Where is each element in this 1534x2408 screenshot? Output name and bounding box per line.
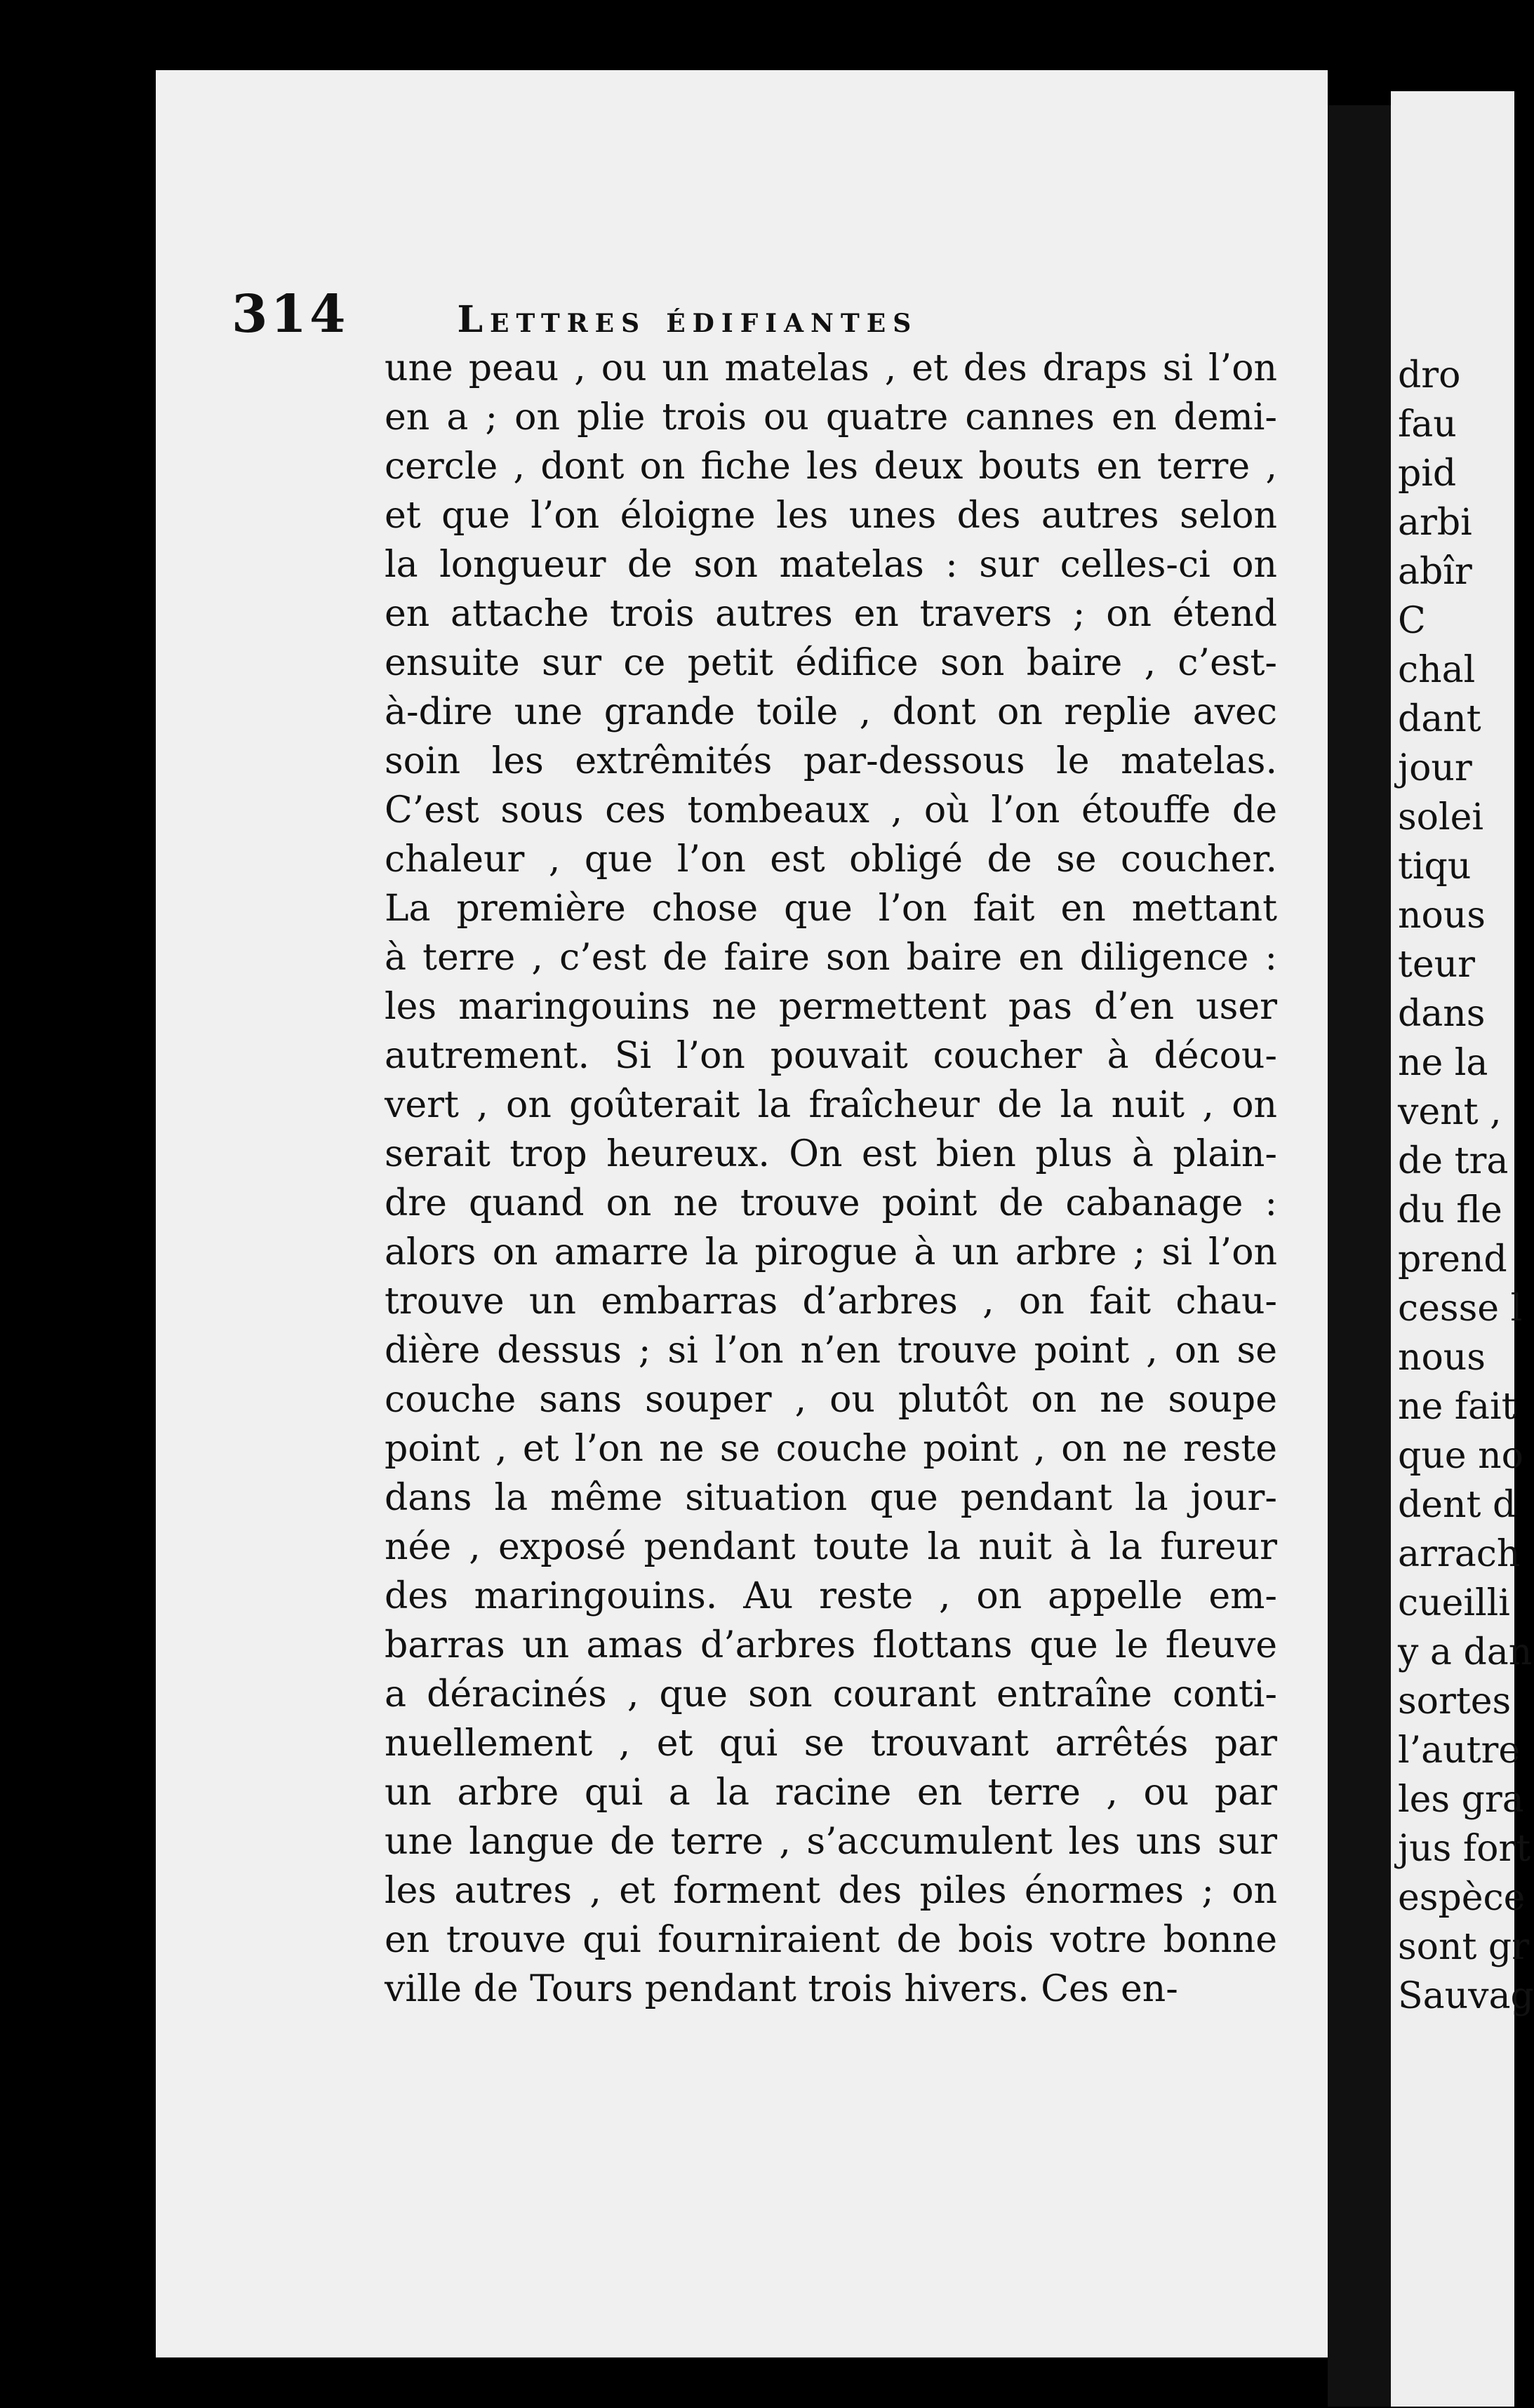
text-line: à-dire une grande toile , dont on replie avec xyxy=(385,691,1277,733)
facing-page-line: solei xyxy=(1398,796,1484,838)
facing-page-line: nous xyxy=(1398,895,1486,937)
text-line: à terre , c’est de faire son baire en diligence : xyxy=(385,937,1277,979)
text-line: en a ; on plie trois ou quatre cannes en demi- xyxy=(385,396,1277,439)
facing-page-line: teur xyxy=(1398,944,1476,986)
text-line: la longueur de son matelas : sur celles-ci on xyxy=(385,544,1277,586)
text-line: en trouve qui fourniraient de bois votre bonne xyxy=(385,1919,1277,1961)
facing-page-line: jus fort xyxy=(1398,1828,1531,1870)
text-line: point , et l’on ne se couche point , on ne reste xyxy=(385,1428,1277,1470)
facing-page-line: vent , xyxy=(1398,1091,1502,1133)
text-line: et que l’on éloigne les unes des autres selon xyxy=(385,495,1277,537)
facing-page-line: de tra xyxy=(1398,1140,1509,1182)
facing-page-line: jour xyxy=(1398,747,1472,789)
text-line: née , exposé pendant toute la nuit à la fureur xyxy=(385,1526,1277,1568)
facing-page-line: abîr xyxy=(1398,551,1472,593)
facing-page-line: cueilli xyxy=(1398,1582,1510,1624)
facing-page-line: arrach xyxy=(1398,1533,1521,1575)
text-line: dans la même situation que pendant la jour- xyxy=(385,1477,1277,1519)
text-line: ville de Tours pendant trois hivers. Ces en- xyxy=(385,1968,1178,2010)
text-line: cercle , dont on fiche les deux bouts en terre , xyxy=(385,446,1277,488)
facing-page-line: que no xyxy=(1398,1435,1523,1477)
text-line: ensuite sur ce petit édifice son baire , c’est- xyxy=(385,642,1277,684)
text-line: les autres , et forment des piles énormes ; on xyxy=(385,1870,1277,1912)
facing-page-line: espèce xyxy=(1398,1877,1526,1919)
text-line: une langue de terre , s’accumulent les uns sur xyxy=(385,1821,1277,1863)
facing-page-line: cesse l xyxy=(1398,1287,1523,1330)
facing-page-line: dans xyxy=(1398,993,1486,1035)
facing-page-line: dant xyxy=(1398,698,1481,740)
text-line: en attache trois autres en travers ; on étend xyxy=(385,593,1277,635)
facing-page-line: arbi xyxy=(1398,502,1472,544)
text-line: nuellement , et qui se trouvant arrêtés par xyxy=(385,1723,1277,1765)
facing-page-line: dent d xyxy=(1398,1484,1516,1526)
facing-page-line: les gra xyxy=(1398,1779,1524,1821)
text-line: serait trop heureux. On est bien plus à plain- xyxy=(385,1133,1277,1175)
text-line: C’est sous ces tombeaux , où l’on étouffe de xyxy=(385,789,1277,831)
text-line: vert , on goûterait la fraîcheur de la nuit , on xyxy=(385,1084,1277,1126)
facing-page-line: chal xyxy=(1398,649,1476,691)
facing-page-line: dro xyxy=(1398,354,1461,396)
text-line: les maringouins ne permettent pas d’en user xyxy=(385,986,1277,1028)
text-line: a déracinés , que son courant entraîne conti- xyxy=(385,1673,1277,1715)
facing-page-line: sortes xyxy=(1398,1680,1512,1723)
facing-page-line: ne fait xyxy=(1398,1386,1516,1428)
text-line: dre quand on ne trouve point de cabanage : xyxy=(385,1182,1277,1224)
facing-page-line: sont gr xyxy=(1398,1926,1530,1968)
facing-page-line: du fle xyxy=(1398,1189,1502,1231)
facing-page-line: C xyxy=(1398,600,1426,642)
text-line: autrement. Si l’on pouvait coucher à décou- xyxy=(385,1035,1277,1077)
facing-page-line: prend xyxy=(1398,1238,1507,1280)
text-line: couche sans souper , ou plutôt on ne soupe xyxy=(385,1379,1277,1421)
right-page xyxy=(1391,91,1534,2407)
text-line: chaleur , que l’on est obligé de se coucher. xyxy=(385,838,1277,881)
body-text xyxy=(385,344,1277,2014)
text-line: La première chose que l’on fait en mettant xyxy=(385,888,1277,930)
facing-page-line: nous xyxy=(1398,1337,1486,1379)
running-title: Lettres édifiantes xyxy=(457,298,919,341)
facing-page-line: tiqu xyxy=(1398,845,1472,888)
text-line: dière dessus ; si l’on n’en trouve point , on se xyxy=(385,1330,1277,1372)
text-line: barras un amas d’arbres flottans que le fleuve xyxy=(385,1624,1277,1666)
facing-page-line: pid xyxy=(1398,453,1457,495)
facing-page-line: ne la xyxy=(1398,1042,1488,1084)
text-line: soin les extrêmités par-dessous le matelas. xyxy=(385,740,1277,782)
text-line: des maringouins. Au reste , on appelle em- xyxy=(385,1575,1277,1617)
text-line: alors on amarre la pirogue à un arbre ; si l’on xyxy=(385,1231,1277,1273)
facing-page-line: y a dan xyxy=(1398,1631,1533,1673)
facing-page-line: fau xyxy=(1398,403,1457,446)
book-gutter xyxy=(1328,105,1391,2407)
facing-page-line: Sauvag xyxy=(1398,1975,1534,2017)
text-line: un arbre qui a la racine en terre , ou par xyxy=(385,1772,1277,1814)
text-line: une peau , ou un matelas , et des draps si l’on xyxy=(385,347,1277,389)
text-line: trouve un embarras d’arbres , on fait chau- xyxy=(385,1280,1277,1323)
right-page-text xyxy=(1398,351,1534,2021)
facing-page-line: l’autre xyxy=(1398,1730,1521,1772)
page-number: 314 xyxy=(232,284,349,345)
